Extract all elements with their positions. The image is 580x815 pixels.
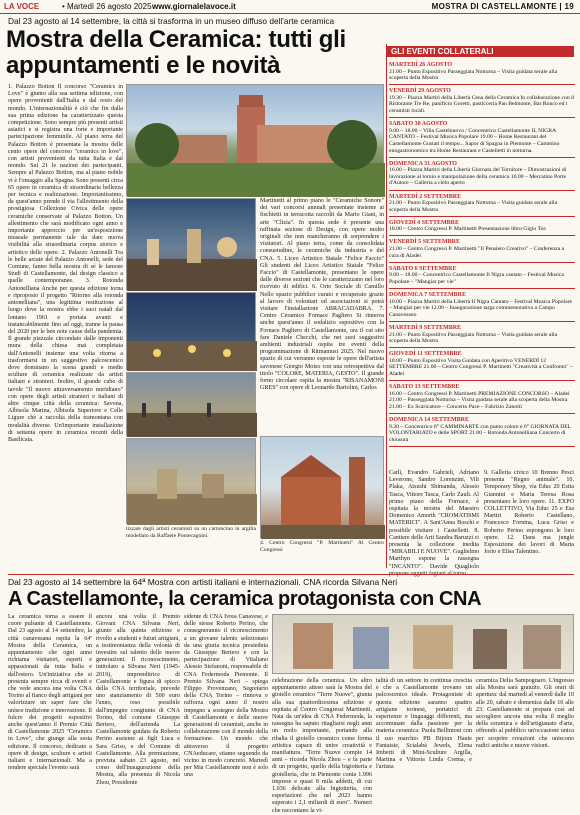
article-col-3: Martinetti al primo piano le "Ceramiche Sonore" dei vari concorsi annuali presentate insieme ai fischietti in terracotta raccolti da Mario Giani, in arte "Clizia". In questa sede è presente una raffinata sezione di Design, con opere molto originali che non mancheranno di sorprendere i visitatori. Al piano terra, come da consolidata consuetudine, le ceramiche da industria e del CNA. 5. Liceo Artistico Statale "Felice Faccio" Gli studenti del Liceo Artistico Statale "Felice Faccio" di Castellamonte, presentano le opere dalle diverse sezioni che le caratterizzano nel loro ricevuto di edifici. 6. Orto Sociale di Camillo Nello spazio pubblico curato e recuperato grazie al lavoro di volontari ed associazioni si potrà visitare l'installazione ABRACADABRA. 7. Centro Ceramico Fornace Pagliero Si rinnova anche quest'anno il sodalizio espositivo con la Fornace Pagliero di Castellamonte, ora il cui sito fare Daniele Checchi, che nei suoi suggestivi ambienti industriali ospita tre eventi della programmazione di Ritmamusi 2025. Nel nuovo spazio di cui verranno esposte le opere dell'artista savonese Giorgio Moiso con una retrospettiva dal titolo "COLORE, MATERIA, GESTO". Il grande forno circolare ospita la mostra "RISANAMONI GRES" con opere di Leonardo Bartolini, Carlos bbox=[260, 198, 384, 392]
bottom-col-4: celebrazione della ceramica. Un altro appuntamento atteso sarà la Mostra del gioiello ceramico "Terre Nuove", giunta alla sua quattordicesima edizione e ospitata al Centro Congressi Martinetti. Nata da un'idea di CNA Federmoda, la rassegna ha saputo ritagliarsi negli anni un ruolo importante, portando alla ribalta il gioiello ceramico come forma artistica capace di unire creatività e manifattura. "Terre Nuove compie 14 anni – ricorda Nicola Zhou – e fa parte di un progetto, quello della bigiotteria e gioielleria, che in Piemonte conta 1.996 imprese e quasi 8 mila addetti, di cui 1.036 delicate alla bigiotteria, con esportazioni che nel 2023 hanno superato i 2,1 miliardi di euro". Numeri che raccontano la vi- bbox=[272, 678, 372, 814]
event-date: MARTEDÌ 9 SETTEMBRE bbox=[389, 324, 462, 331]
photo-night-sculptures bbox=[126, 198, 256, 290]
article-col-side-b: 9. Galleria civico 10 Brenno Pesci presenta "Regno animale". 10. Temporary Shop, via Educ 20 Estia Giannini e Maria Teresa Rosa presentano le loro opere. 11. EXPO COLLETTIVO, Via Educ 25 e Esa Martiri Roberto Castellano, Francesco Fornina, Luca Griso e Roberto Perino espongono le loro opere. 12. Dans ma jungle Esposizione dei lavori di Marta Jorio e Elisa Talentino. bbox=[484, 470, 574, 556]
event-text: 10.00 – Piazza Martiri della Libertà Il Nigra Cantato – Festival Musica Popolare – Mangiar per vie 12.00 – Inaugurazione targa commemorativa a Campo Canavesano bbox=[389, 298, 573, 318]
bottom-col-6: ceramica Delia Sampognaro. L'ingresso alla Mostra sarà gratuito. Gli orari di apertura: dal martedì al venerdì dalle 10 alle 20, sabato e domenica dalle 10 alle 23. Castellamonte si prepara così ad accogliere ancora una volta il meglio della ceramica e dell'artigianato d'arte, offrendo al pubblico un'occasione unica per scoprire creazioni che uniscono radici antiche e nuove visioni. bbox=[476, 678, 574, 749]
photo-castle bbox=[126, 84, 384, 196]
event-text: 21.00 – Punto Espositivo Passeggiata Notturna – Visita guidata serale alla scoperta della Mostra bbox=[389, 331, 558, 345]
event-text: 21.00 – Punto Espositivo Passeggiata Notturna – Visita guidata serale alla scoperta della Mostra bbox=[389, 200, 558, 213]
event-date: VENERDÌ 5 SETTEMBRE bbox=[389, 239, 461, 246]
event-item bbox=[389, 292, 575, 322]
bottom-col-2: ancora una volta il Premio Giovani CNA Silvana Neri, giunto alla quinta edizione e rivolto a studenti e futuri artigiani, a testimonianza della volontà di investire sul talento delle nuove generazioni. Il riconoscimento, intitolato a Silvana Neri (1945-2019), imprenditrice di Castellamonte e figura di spicco della CNA territoriale, prevede uno stanziamento di 500 euro l'anno, reso possibile dall'impegno congiunto di CNA Torino, del comune Giuseppe Bertero, dell'azienda La Castellamonte guidata da Roberto Perino assieme ai figli Luca e Sara Griso, e del Comune di Castellamonte. Alla premiazione, prevista sabato 23 agosto, nel corso dell'inaugurazione della Mostra, alla presenza di Nicola Zhou, Presidente bbox=[96, 614, 180, 786]
event-item bbox=[389, 194, 575, 217]
event-text: 21.00 – Centro Congressi P. Martinetti "Il Pensiero Creativo" – Conferenza a cura di Aladei bbox=[389, 246, 565, 259]
top-headline: Mostra della Ceramica: tutti gli appuntamenti e le novità bbox=[6, 26, 346, 79]
event-date: VENERDÌ 29 AGOSTO bbox=[389, 88, 451, 95]
event-item bbox=[389, 62, 575, 85]
column-divider bbox=[386, 44, 387, 568]
event-date: GIOVEDÌ 11 SETTEMBRE bbox=[389, 351, 462, 358]
event-item bbox=[389, 325, 575, 348]
event-text: 19.30 – Piazza Martiri della Libertà Cena della Ceramica In collaborazione con il Ristorante Tre Re, panificio Goretti, pasticceria Pan Belmonte, Bar Ronco ed i ceramisti locali. bbox=[389, 94, 575, 115]
event-date: SABATO 13 SETTEMBRE bbox=[389, 384, 460, 391]
event-date: DOMENICA 14 SETTEMBRE bbox=[389, 416, 470, 423]
event-date: DOMENICA 31 AGOSTO bbox=[389, 160, 457, 167]
events-list bbox=[389, 62, 575, 467]
event-item bbox=[389, 239, 575, 262]
page-header bbox=[0, 0, 580, 14]
photo-evening-crowd bbox=[126, 372, 256, 436]
event-item bbox=[389, 266, 575, 289]
event-date: GIOVEDÌ 4 SETTEMBRE bbox=[389, 219, 460, 226]
sidebar-title: GLI EVENTI COLLATERALI bbox=[387, 46, 574, 57]
event-item bbox=[389, 161, 575, 191]
event-date: MARTEDÌ 26 AGOSTO bbox=[389, 62, 453, 68]
event-text: 9.30 – Concentrico 8° CAMMINARTE con punto colore e 6° GIORNATA DEL VOLONTARIATO e delle SPORT 21.00 – Rotonda Antonelliana Concerto di chiusura bbox=[389, 423, 572, 443]
event-text: 18.00 – Punto Espositivo Visita Guidata con Aperitivo VENERDÌ 12 SETTEMBRE 21.00 – Centro Congressi P. Martinetti "Creatività a Confronto" – Aladei bbox=[389, 357, 573, 377]
event-date: SABATO 6 SETTEMBRE bbox=[389, 265, 457, 272]
event-item bbox=[389, 220, 575, 237]
event-text: 9.00 – 18.00 – Villa Castelnuovo / Concentrico Castellamonte IL NIGRA CANTATO – Festival Musica Popolare 19.00 – Home Restaurant del Castellamonte Gustati il tempo... Sapor di Spagna in Piemonte – Cammino enogastronomico tra Home Restaurant e Castelletti in notturna. bbox=[389, 127, 560, 154]
photo-rotonda bbox=[126, 292, 256, 370]
event-item bbox=[389, 417, 575, 447]
bottom-col-3: sidente di CNA Ivrea Canavese, e delle stesse Roberto Perino, che consegneranno il riconoscimento a un giovane talento selezionato da una giuria tecnica presieduta da Giuseppe Bertero e con la partecipazione di Vitaliano Alessio Stefanoni, responsabile di CNA Federmoda Piemonte. Il Premio Silvana Neri – spiega Filippo Provenzano, Segretario della CNA Torino – rinnova e rafforza ogni anno il nostro impegno a sostegno della Mostra di Castellamonte e delle nuove generazioni di ceramisti, anche in collaborazione con il mondo della formazione. Un mondo che attraverso il progetto CNAeducare, stiamo seguendo da vicino in modo concreto. Martedì per Mia Castellamonte non è solo una bbox=[184, 614, 268, 779]
section-name: MOSTRA DI CASTELLAMONTE | 19 bbox=[431, 2, 574, 11]
article-col-side-a: Carlì, Evandro Gabrieli, Adriano Leverone, Sandro Lorenzini, Vili Plaka, Atsushi Shimanda, Alessio Tasca, Vittore Tasca, Carlo Zauli. Al primo piano della Fornace, è ospitata la mostra del Maestro Domenico Amorth "CROMATISMI MATERICI". A Sant'Anna Boschi e possibile visitare i Castelletti. 8. Cantiere delle Arti Sandra Baruzzi ci presenta la collezione inedita "MIRABILI E NUOVE". Guglielmo Marthyn espone la rassegna "INCANTO". Davide Quagliolo propone oggetti fagiani al torno. bbox=[389, 470, 479, 577]
event-text: 18.00 – Centro Congressi P. Martinetti Presentazione libro Gigio Tos bbox=[389, 226, 546, 233]
photo-caption-2: 4. Centro Congressi "P. Martinetti" Al Centro Congressi bbox=[260, 540, 384, 553]
paper-url[interactable]: www.giornalelavoce.it bbox=[152, 2, 236, 11]
event-text: 9.00 – 18.00 – Concentrico Castellamonte Il Nigra cantato – Festival Musica Popolare – "Mangiar per vie" bbox=[389, 272, 564, 285]
event-item bbox=[389, 351, 575, 381]
paper-name: LA VOCE bbox=[4, 2, 40, 11]
bottom-headline: A Castellamonte, la ceramica protagonista con CNA bbox=[8, 588, 482, 610]
event-text: 16.00 – Piazza Martiri della Libertà Giornata del Tornitore – Dimostrazioni di lavorazione al tornio e manipolazione della ceramica 16.00 – Mercatino Porte d'Autore – Galleria a cielo aperto bbox=[389, 167, 567, 187]
event-item bbox=[389, 384, 575, 414]
event-date: DOMENICA 7 SETTEMBRE bbox=[389, 292, 467, 299]
event-item bbox=[389, 121, 575, 157]
photo-bottom-left bbox=[126, 438, 256, 524]
photo-church bbox=[260, 436, 384, 538]
event-item bbox=[389, 88, 575, 118]
event-date: MARTEDÌ 2 SETTEMBRE bbox=[389, 193, 462, 200]
bottom-col-5: talità di un settore in continua crescita e che a Castellamonte trovano un palcoscenico ideale. Protagoniste di questa edizione saranno quattro artigiane torinesi, portatrici di esperienze e linguaggi differenti, ma accomunate dalla passione per la materia ceramica: Paola Bellimoni con il suo marchio PB Bijoux Haute Fantaisie, Scialabà Jewels, Elena Imberti di Mini-Sculture Argilla, Martina e Vittoria Linda Crema, e l'artista bbox=[376, 678, 472, 771]
photo-caption: lizzate dagli artisti ceramisti su un cartoncino in argilla modellato da Raffaele Pontecagnini. bbox=[126, 526, 256, 539]
event-date: SABATO 30 AGOSTO bbox=[389, 121, 448, 128]
top-kicker: Dal 23 agosto al 14 settembre, la città si trasforma in un museo diffuso dell'arte ceramica bbox=[8, 16, 335, 26]
bottom-col-1: La ceramica torna a essere il cuore pulsante di Castellamonte. Dal 23 agosto al 14 settembre, la città canavesana ospita la 64ª Mostra della Ceramica, un appuntamento che ogni anno richiama visitatori, esperti e appassionati da tutta Italia e dall'estero. Un'iniziativa che si presenta sempre ricca di eventi e che vede ancora una volta CNA Torino al fianco degli artigiani per valorizzare un saper fare che unisce tradizione e innovazione. Il fulcro dei progetti espositivi anche quest'anno il Premio Città di Castellamonte 2025 "Ceramics in Love", che giunge alla sesta edizione. Il concorso, dedicato a opere di design, sculture e artisti italiani e internazionali. Ma a rendere speciale l'evento sarà bbox=[8, 614, 92, 772]
article-col-1: 1. Palazzo Botton Il concorso "Ceramics in Love" è giunto alla sua settima edizione, con opere provenienti dall'Italia e dal resto del mondo. L'internazionalità è ciò che fin dalla sua prima edizione ha caratterizzato questa competizione. Sono sempre più presenti artisti asiatici e si registra una forte e importante partecipazione femminile. Al piano terra del Palazzo Botton è presentata la mostra delle cento opere del concorso "ceramics in love", con artisti provenienti da tutta Italia e dal mondo. Sui 21 le nazioni dei partecipanti. Sempre al Palazzo Botton, ma al piano nobile vi è l'omaggio alla Spagna. Sono presenti circa 65 opere in ceramica di straordinaria bellezza per tecnica e realizzazione. Importantissimo, da quest'anno prende il via l'allestimento della prestigiosa Collezione Civica delle opere ceramiche conservate al Palazzo Botton. Un allestimento che sarà modificato ogni anno e importante approccio per un'esposizione museale permanente tale da dare nuova visibilità alla straordinaria corpus storico e artistico delle opere. 2. Palazzo Antonelli Tra le belle arcate del Palazzo Antonelli, sede del Comune, fanno bella mostra di sé le famose Studi di Castellamonte, dal design classico a quelle contemporanee. 3. Rotonda Antonelliana Anche per questa edizione torna e riproposto il progetto "Ritorno alla rotonda antonelliana", una legittima restituzione al luogo dove la mostra ebbe i suoi natali dal lontano 1961 e portata avanti e instancabilmente fino ad oggi, tranne la pausa del 2020 per le ben note cause della pandemia. Il grande piazzale circondato dalle imponenti mura della chiesa mai completata dall'Antonelli insieme una volta ritorna a trasformarsi in un suggestivo palcoscenico dove dominano la scena grandi e medie sculture di ceramica realizzate da artisti italiani e stranieri. Inoltre, il grande cubo di tavole "Il nuovo attraversamento meridiano" con opere degli artisti stranieri e italiani di altre cinque città della ceramica: Savona, Albisola Marina, Albisola Superiore e Celle Ligure che a raccolta della tramontana con modalità diverse. Un'importante installazione di settanta opere in ceramica recenti della Basilicata. bbox=[8, 84, 123, 443]
event-text: 16.00 – Centro Congressi P. Martinetti PREMIAZIONE CONCORSO – Aladei 21.00 – Passeggiata Notturna – Visita guidata serale alla scoperta della Mostra 21.00 – Ex Scaricatore – Concerto Pace – Fabrizio Zanotti bbox=[389, 390, 570, 410]
issue-date: • Martedì 26 agosto 2025 bbox=[62, 2, 152, 11]
event-text: 21.00 – Punto Espositivo Passeggiata Notturna – Visita guidata serale alla scoperta della Mostra bbox=[389, 68, 558, 82]
bottom-kicker: Dal 23 agosto al 14 settembre la 64ª Mostra con artisti italiani e internazionali. CNA ricorda Silvana Neri bbox=[8, 574, 574, 587]
photo-jewelry bbox=[272, 614, 574, 674]
